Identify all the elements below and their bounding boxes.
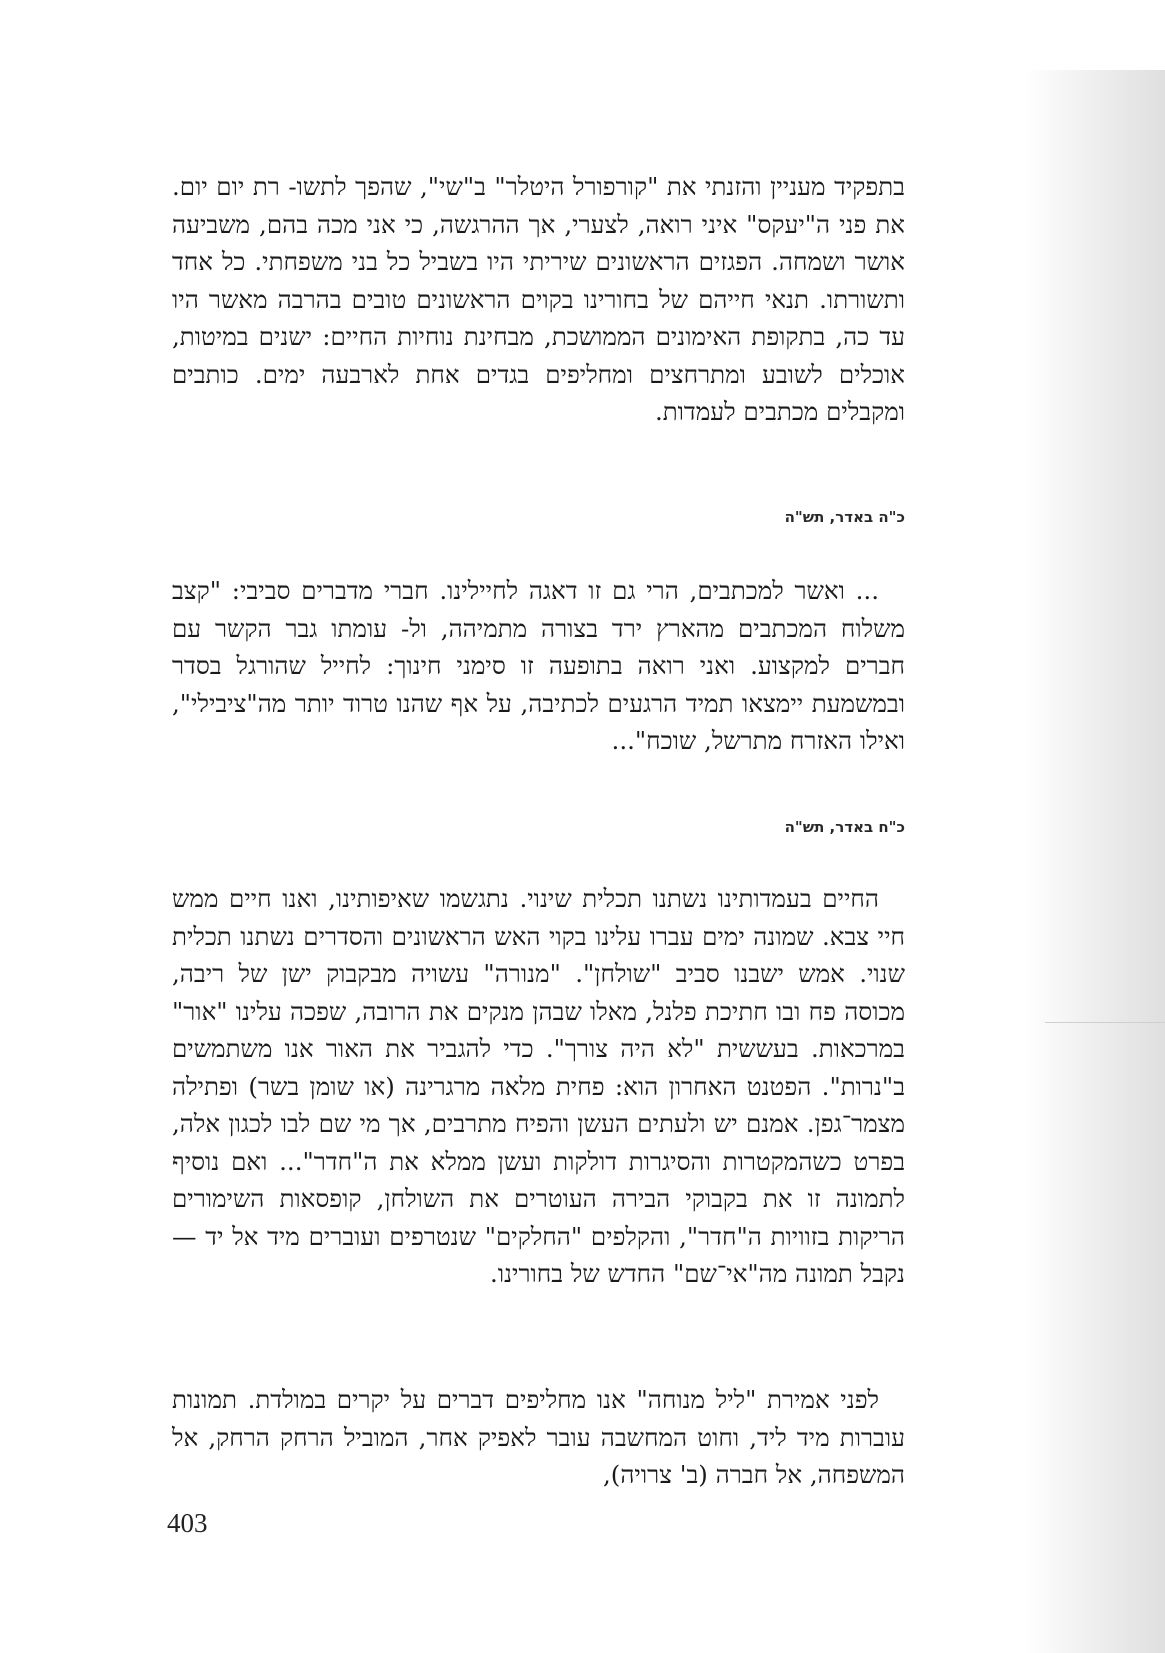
paragraph-2: ... ואשר למכתבים, הרי גם זו דאגה לחיילינו. חברי מדברים סביבי: "קצב משלוח המכתבים מהארץ ירד בצורה מתמיהה, ול- עומתו גבר הקשר עם חברים למקצוע. ואני רואה בתופעה זו סימני חינוך: לחייל שהורגל בסדר ובמשמעת יימצאו תמיד הרגעים לכתיבה, על אף שהנו טרוד יותר מה"ציבילי", ואילו האזרח מתרשל, שוכח"... [172, 576, 905, 755]
page-number: 403 [167, 1508, 208, 1538]
paragraph-4: לפני אמירת "ליל מנוחה" אנו מחליפים דברים על יקרים במולדת. תמונות עוברות מיד ליד, וחוט המחשבה עובר לאפיק אחר, המוביל הרחק הרחק, אל המשפחה, אל חברה (ב' צרויה), [172, 1385, 905, 1489]
dateline-1: כ"ה באדר, תש"ה [784, 508, 905, 526]
section-4 [172, 1381, 905, 1494]
paragraph-3: החיים בעמדותינו נשתנו תכלית שינוי. נתגשמו שאיפותינו, ואנו חיים ממש חיי צבא. שמונה ימים עברו עלינו בקוי האש הראשונים והסדרים נשתנו תכלית שנוי. אמש ישבנו סביב "שולחן". "מנורה" עשויה מבקבוק ישן של ריבה, מכוסה פח ובו חתיכת פלנל, מאלו שבהן מנקים את הרובה, שפכה עלינו "אור" במרכאות. בעששית "לא היה צורך". כדי להגביר את האור אנו משתמשים ב"נרות". הפטנט האחרון הוא: פחית מלאה מרגרינה (או שומן בשר) ופתילה מצמר־גפן. אמנם יש ולעתים העשן והפיח מתרבים, אך מי שם לבו לכגון אלה, בפרט כשהמקטרות והסיגרות דולקות ועשן ממלא את ה"חדר"... ואם נוסיף לתמונה זו את בקבוקי הבירה העוטרים את השולחן, קופסאות השימורים הריקות בזוויות ה"חדר", והקלפים "החלקים" שנטרפים ועוברים מיד אל יד — נקבל תמונה מה"אי־שם" החדש של בחורינו. [172, 884, 905, 1288]
section-1 [172, 168, 905, 431]
paragraph-1: בתפקיד מעניין והזנתי את "קורפורל היטלר" ב"שי", שהפך לתשו- רת יום יום. את פני ה"יעקס" איני רואה, לצערי, אך ההרגשה, כי אני מכה בהם, משביעה אושר ושמחה. הפגזים הראשונים שיריתי היו בשביל כל בני משפחתי. כל אחד ותשורתו. תנאי חייהם של בחורינו בקוים הראשונים טובים בהרבה מאשר היו עד כה, בתקופת האימונים הממושכת, מבחינת נוחיות החיים: ישנים במיטות, אוכלים לשובע ומתרחצים ומחליפים בגדים אחת לארבעה ימים. כותבים ומקבלים מכתבים לעמדות. [172, 172, 905, 426]
dateline-2: כ"ח באדר, תש"ה [784, 818, 905, 836]
dateline-1-container [172, 508, 905, 526]
page-edge-line [1045, 1022, 1165, 1023]
section-3 [172, 880, 905, 1293]
dateline-2-container [172, 818, 905, 836]
section-2 [172, 572, 905, 760]
page-gutter-shadow [1025, 70, 1165, 1653]
